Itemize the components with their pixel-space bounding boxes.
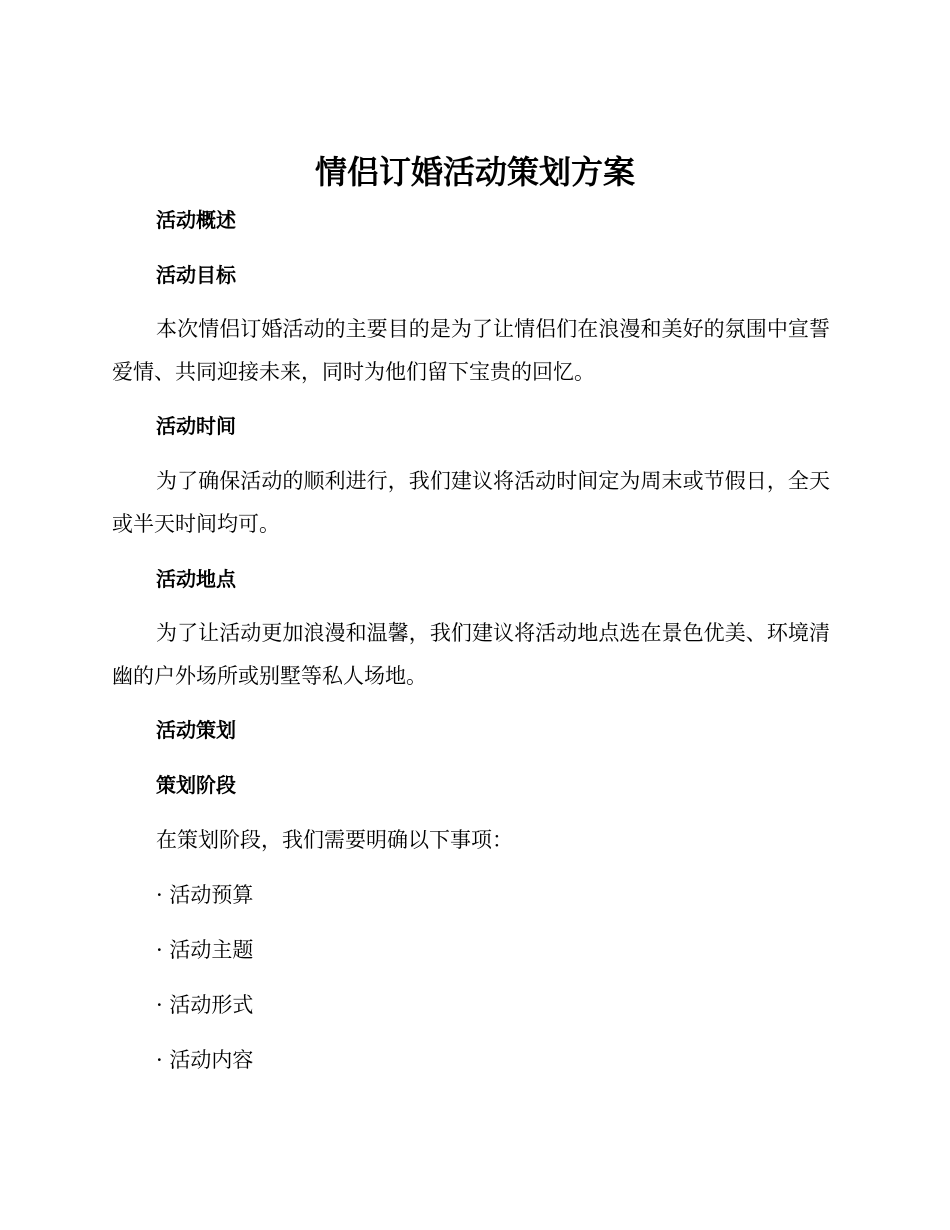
paragraph-time: 为了确保活动的顺利进行，我们建议将活动时间定为周末或节假日，全天或半天时间均可。 — [112, 469, 830, 536]
list-item-format: · 活动形式 — [156, 993, 254, 1017]
heading-stage: 策划阶段 — [156, 773, 236, 797]
heading-overview: 活动概述 — [156, 208, 236, 232]
document-title: 情侣订婚活动策划方案 — [314, 153, 635, 191]
heading-time: 活动时间 — [156, 414, 236, 438]
paragraph-goal: 本次情侣订婚活动的主要目的是为了让情侣们在浪漫和美好的氛围中宣誓爱情、共同迎接未来，同时为他们留下宝贵的回忆。 — [112, 317, 830, 384]
paragraph-place: 为了让活动更加浪漫和温馨，我们建议将活动地点选在景色优美、环境清幽的户外场所或别墅等私人场地。 — [112, 621, 830, 688]
heading-goal: 活动目标 — [156, 263, 236, 287]
heading-place: 活动地点 — [156, 567, 236, 591]
list-item-budget: · 活动预算 — [156, 883, 254, 907]
paragraph-stage-intro: 在策划阶段，我们需要明确以下事项： — [156, 828, 513, 852]
heading-planning: 活动策划 — [156, 718, 236, 742]
list-item-theme: · 活动主题 — [156, 938, 254, 962]
list-item-content: · 活动内容 — [156, 1048, 254, 1072]
